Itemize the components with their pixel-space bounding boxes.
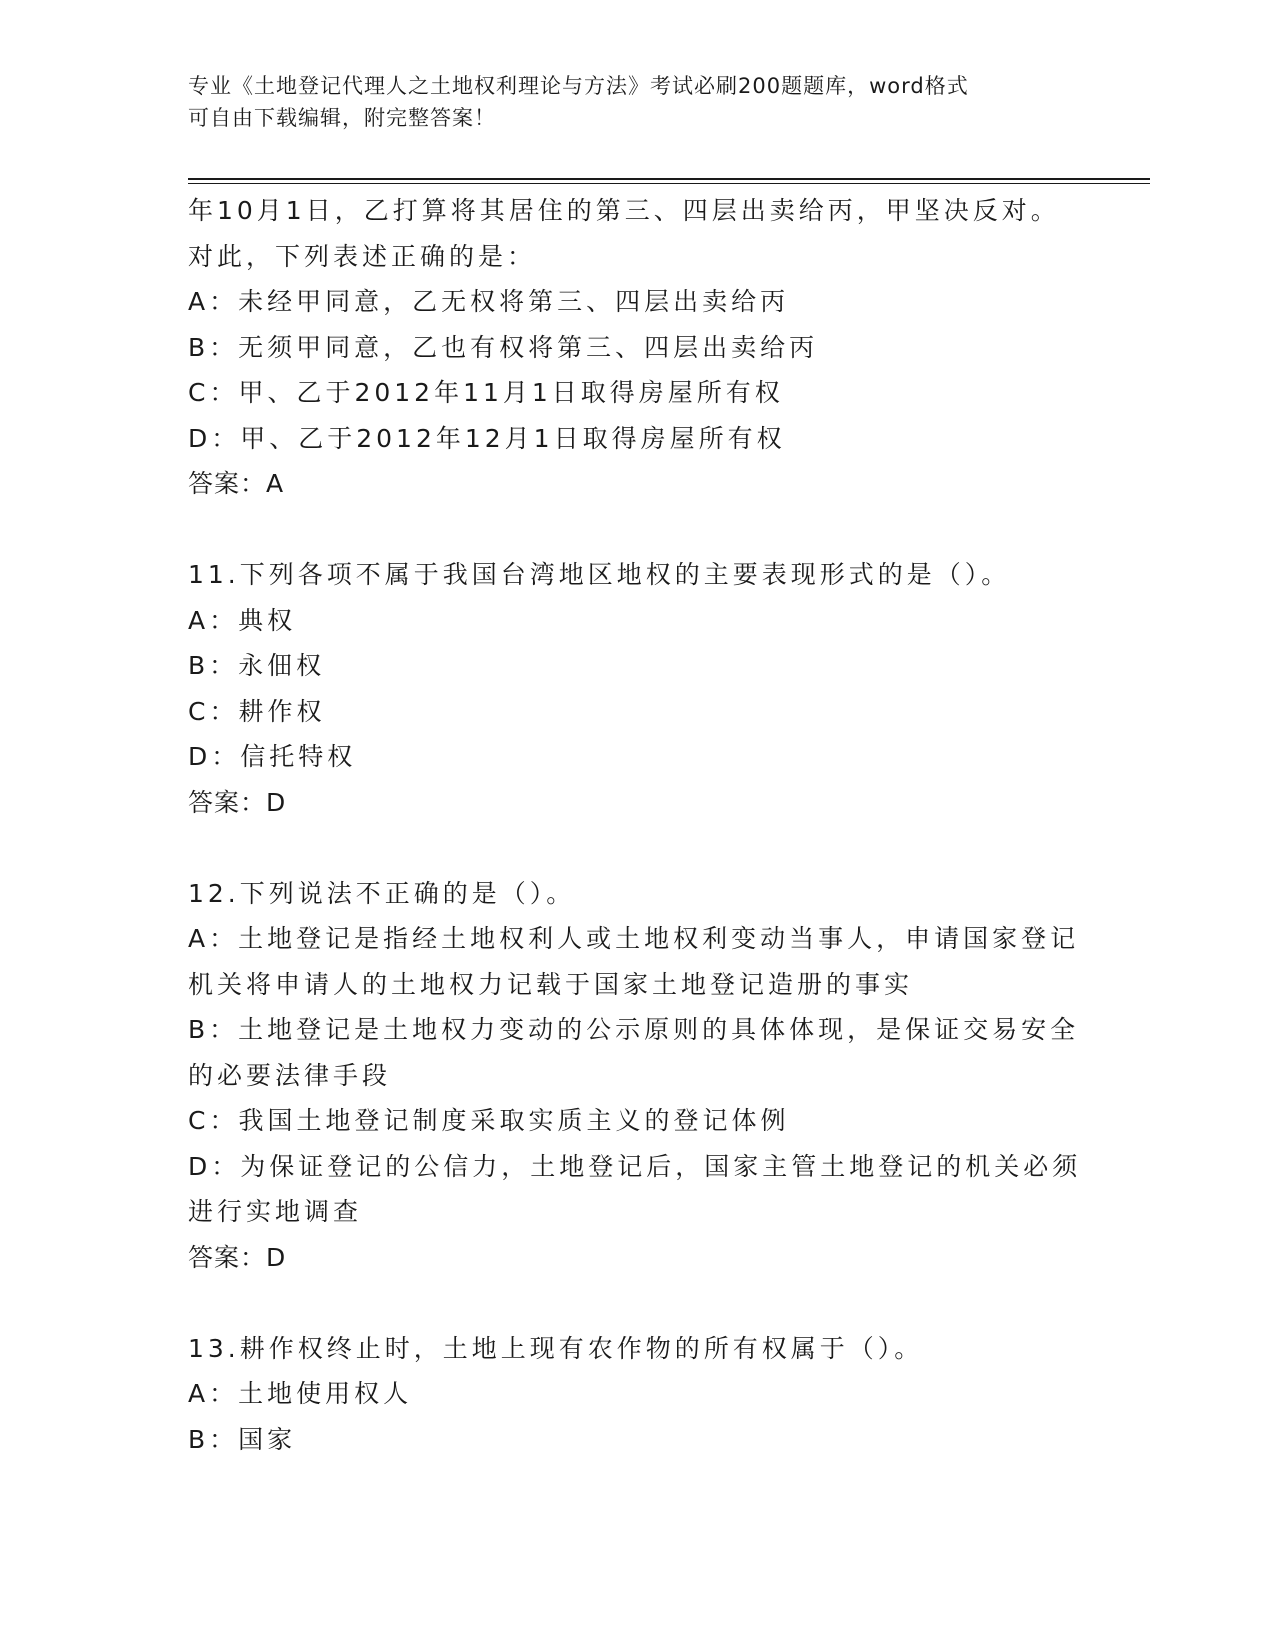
- answer-label: 答案：D: [188, 1242, 287, 1272]
- option-a: A：未经甲同意，乙无权将第三、四层出卖给丙: [188, 287, 790, 316]
- header-rule-thick: [188, 178, 1150, 180]
- option-a: A：土地登记是指经土地权利人或土地权利变动当事人，申请国家登记: [188, 924, 1080, 953]
- question-spacer: [188, 825, 1088, 871]
- question-content: [188, 188, 1088, 1462]
- option-b: B：国家: [188, 1424, 297, 1454]
- question-11: [188, 552, 1088, 825]
- question-12: [188, 871, 1088, 1281]
- document-header: [188, 70, 1068, 134]
- question-stem: 13.耕作权终止时，土地上现有农作物的所有权属于（）。: [188, 1333, 924, 1363]
- question-stem: 年10月1日，乙打算将其居住的第三、四层出卖给丙，甲坚决反对。: [188, 196, 1060, 225]
- answer-label: 答案：A: [188, 469, 285, 498]
- option-d: D：为保证登记的公信力，土地登记后，国家主管土地登记的机关必须: [188, 1151, 1082, 1181]
- option-a: A：典权: [188, 605, 297, 635]
- option-c: C：甲、乙于2012年11月1日取得房屋所有权: [188, 378, 784, 407]
- answer-label: 答案：D: [188, 787, 287, 817]
- header-title-line2: 可自由下载编辑，附完整答案！: [188, 106, 496, 130]
- question-13: [188, 1326, 1088, 1463]
- question-spacer: [188, 1280, 1088, 1326]
- question-stem: 对此，下列表述正确的是：: [188, 241, 537, 271]
- option-d: D：信托特权: [188, 742, 357, 771]
- option-d-continued: 进行实地调查: [188, 1197, 363, 1226]
- option-a-continued: 机关将申请人的土地权力记载于国家土地登记造册的事实: [188, 969, 914, 999]
- question-stem: 12.下列说法不正确的是（）。: [188, 878, 576, 908]
- option-c: C：耕作权: [188, 696, 326, 726]
- question-spacer: [188, 507, 1088, 553]
- question-stem: 11.下列各项不属于我国台湾地区地权的主要表现形式的是（）。: [188, 560, 1011, 589]
- option-b-continued: 的必要法律手段: [188, 1060, 392, 1090]
- option-b: B：土地登记是土地权力变动的公示原则的具体体现，是保证交易安全: [188, 1015, 1080, 1044]
- option-c: C：我国土地登记制度采取实质主义的登记体例: [188, 1106, 790, 1135]
- header-title-line1: 专业《土地登记代理人之土地权利理论与方法》考试必刷200题题库，word格式: [188, 74, 969, 98]
- option-a: A：土地使用权人: [188, 1379, 413, 1408]
- header-rule-thin: [188, 183, 1150, 184]
- option-d: D：甲、乙于2012年12月1日取得房屋所有权: [188, 423, 786, 453]
- option-b: B：无须甲同意，乙也有权将第三、四层出卖给丙: [188, 332, 819, 362]
- question-10: [188, 188, 1088, 507]
- option-b: B：永佃权: [188, 651, 326, 680]
